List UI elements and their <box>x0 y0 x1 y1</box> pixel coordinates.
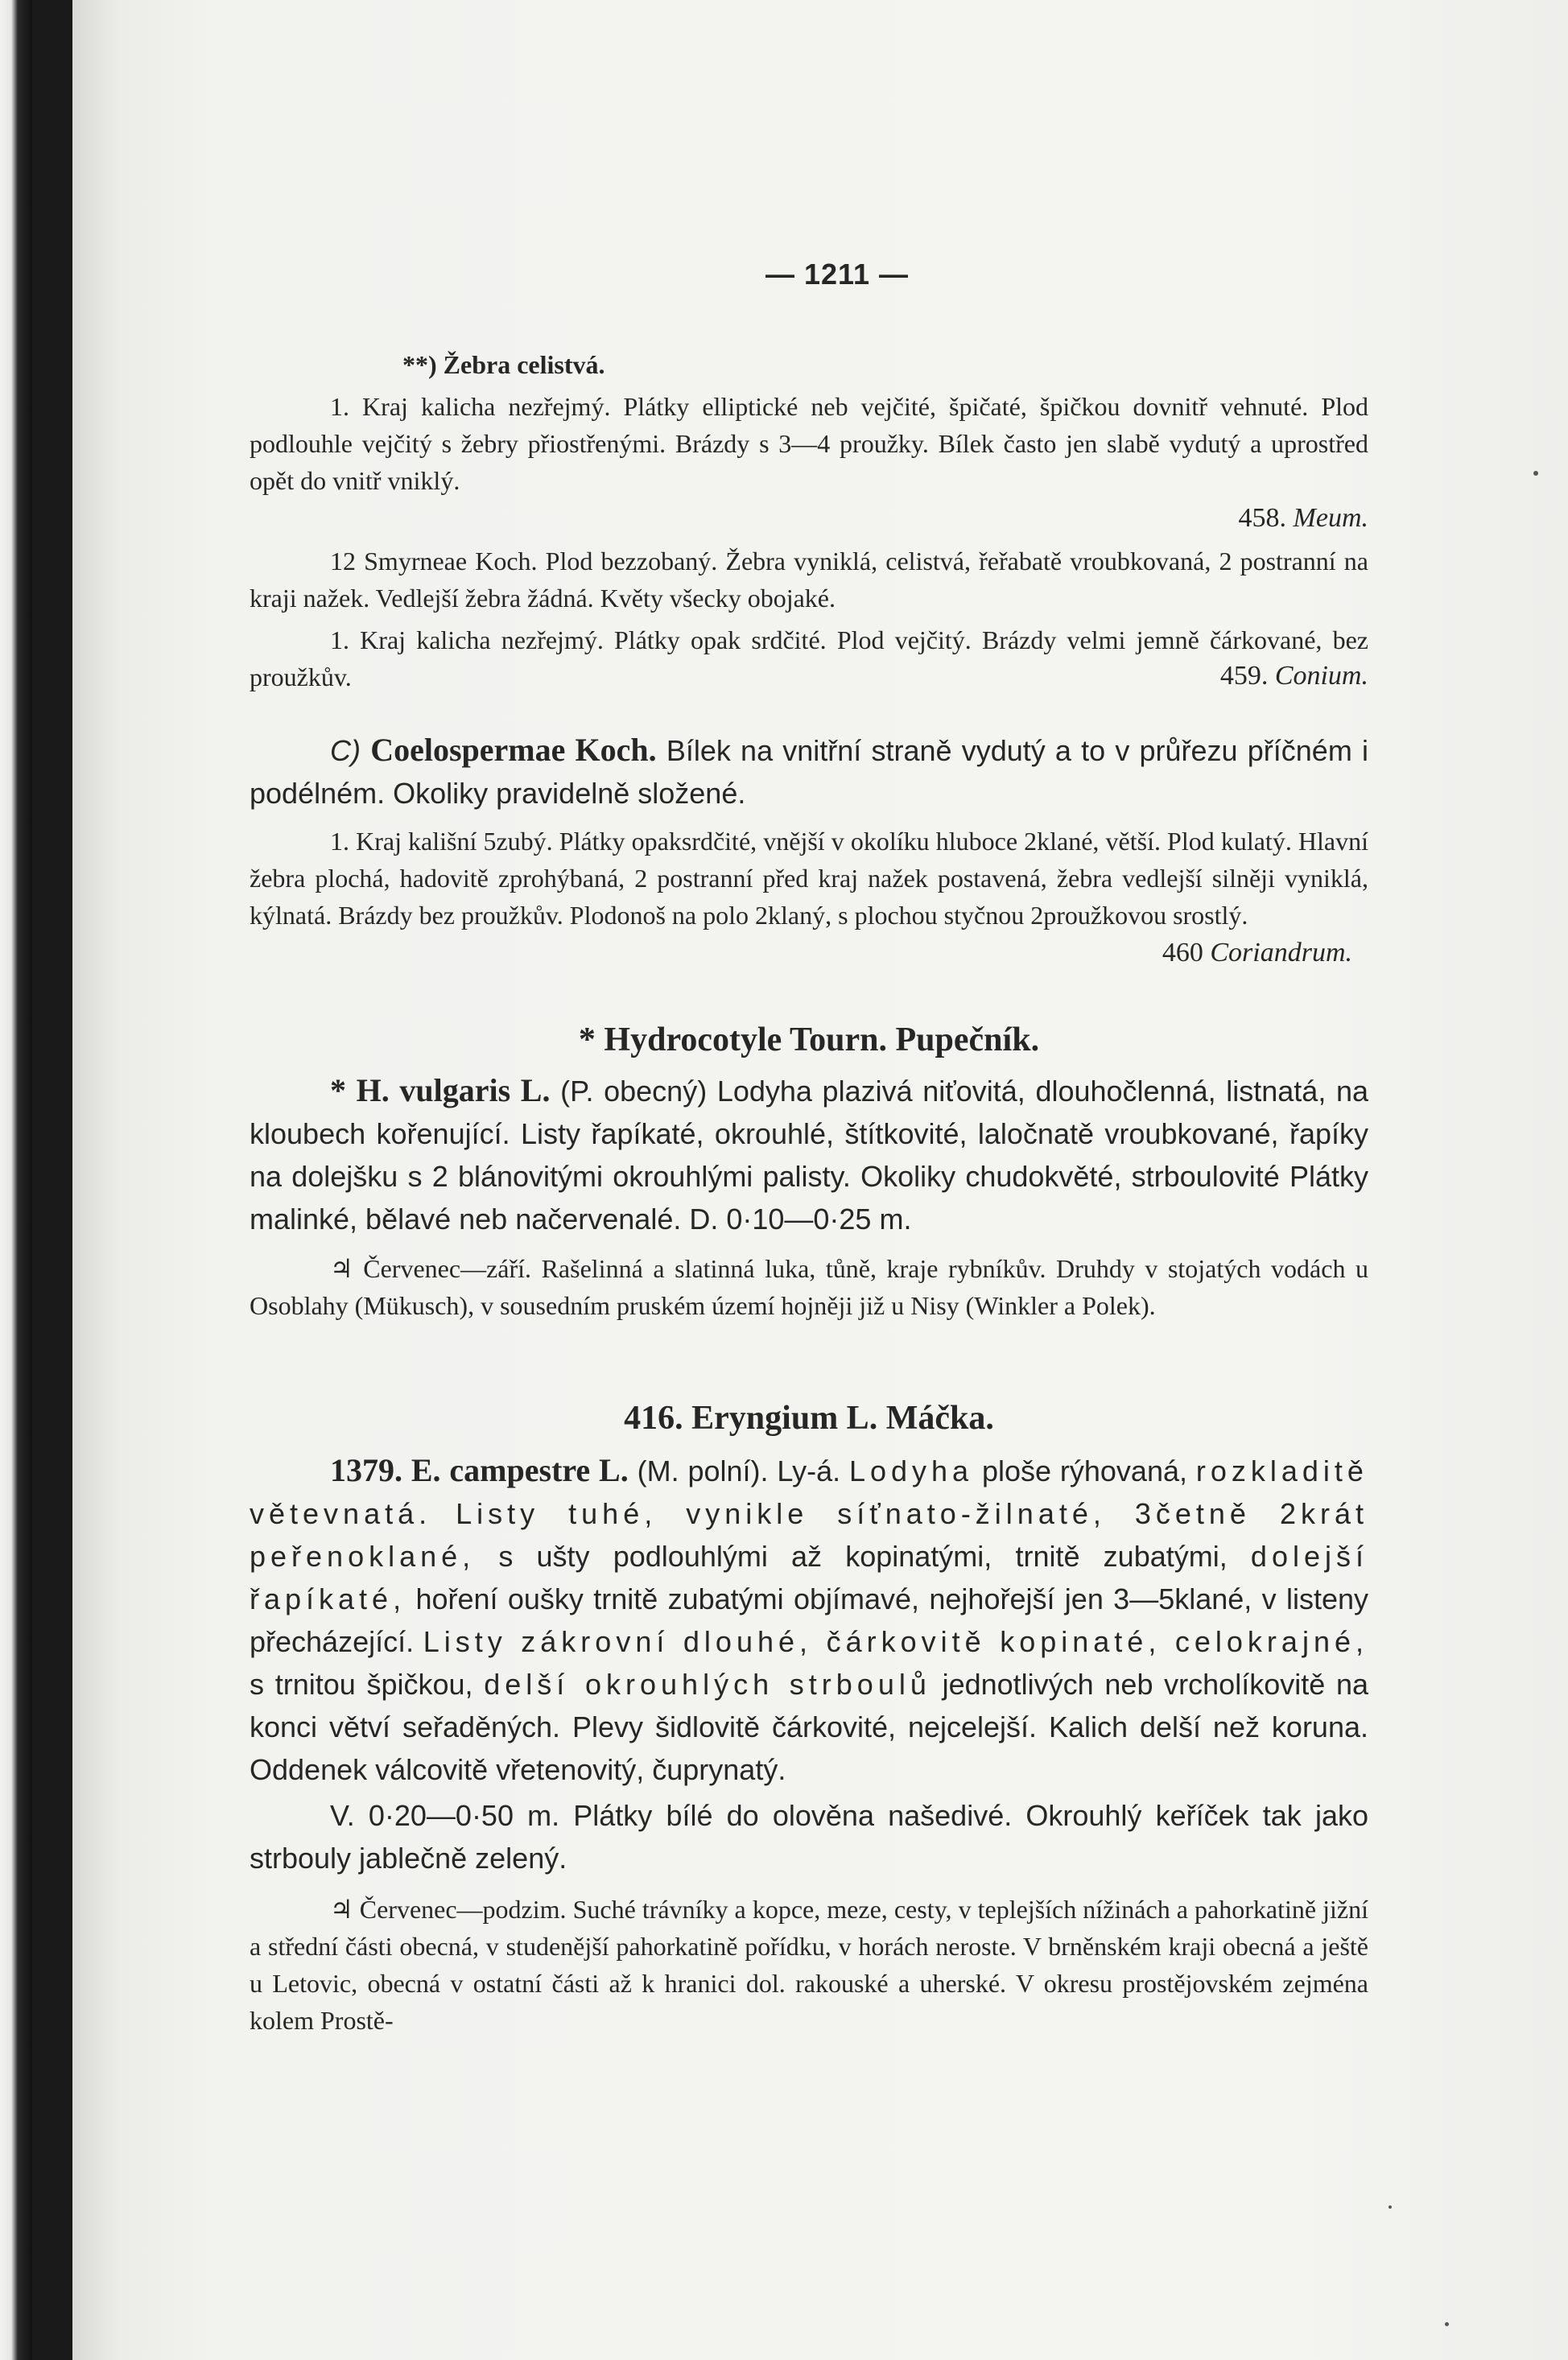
desc-stem-label: Lodyha <box>848 1454 974 1487</box>
page-number: — 1211 — <box>765 258 910 291</box>
desc-stem-grooved: ploše rýhovaná, <box>981 1454 1187 1487</box>
heading-eryngium: 416. Eryngium L. Máčka. <box>624 1400 994 1437</box>
para-hydrocotyle-vulgaris <box>250 1069 1368 1240</box>
species-hydrocotyle-vulgaris: * H. vulgaris L. <box>330 1072 551 1108</box>
desc-longer-than-heads: delší okrouhlých strboulů <box>484 1668 931 1701</box>
scan-speck <box>1445 2322 1449 2326</box>
reference-conium-genus: Conium. <box>1274 661 1368 691</box>
para-coriandrum-description: 1. Kraj kališní 5zubý. Plátky opaksrdčité, vnější v okolíku hluboce 2klané, větší. Plod kulatý. Hlavní žebra plochá, hadovitě zprohýbaná, 2 postranní před kraj nažek postavená, žebra vedlejší silněji vyniklá, kýlnatá. Brázdy bez proužkův. Plodonoš na polo 2klaný, s plochou styčnou 2proužkovou srostlý. <box>250 827 1368 930</box>
reference-conium-number: 459. <box>1219 661 1269 691</box>
para-eryngium-campestre <box>250 1449 1368 1791</box>
para-hydrocotyle-habitat: ♃ Červenec—září. Rašelinná a slatinná luka, tůně, kraje rybníkův. Druhdy v stojatých vodách u Osoblahy (Mükusch), v sousedním pruském území hojněji již u Nisy (Winkler a Polek). <box>250 1254 1368 1320</box>
reference-coriandrum-number: 460 <box>1162 938 1203 968</box>
hydrocotyle-description: (P. obecný) Lodyha plazivá niťovitá, dlouhočlenná, listnatá, na kloubech kořenující. Listy řapíkaté, okrouhlé, štítkovité, laločnatě vroubkované, řapíky na dolejšku s 2 blánovitými okrouhlými palisty. Okoliky chudokvěté, strboulovité Plátky malinké, bělavé neb načervenalé. D. 0·10—0·25 m. <box>250 1075 1369 1236</box>
desc-heads-arrangement: jednotlivých neb vrcholíkovitě na konci větví seřaděných. Plevy šidlovitě čárkovité, nejcelejší. Kalich delší než koruna. Oddenek válcovitě vřetenovitý, čuprynatý. <box>250 1668 1368 1786</box>
reference-conium <box>250 657 1368 695</box>
para-eryngium-habitat: ♃ Červenec—podzim. Suché trávníky a kopce, meze, cesty, v teplejších nížinách a pahorkatině jižní a střední části obecná, v studenější pahorkatině pořídku, v horách neroste. V brněnském kraji obecná a ještě u Letovic, obecná v ostatní části až k hranici dol. rakouské a uherské. V okresu prostějovském zejména kolem Prostě- <box>250 1895 1368 2035</box>
scan-speck <box>1533 471 1538 476</box>
desc-upper-leaves: hoření oušky trnitě zubatými objímavé, nejhořejší jen 3—5klané, v listeny přecházející. <box>250 1582 1368 1658</box>
desc-leaves: Listy tuhé, vynikle síťnato-žilnaté, 3četně 2krát peřenoklané, <box>250 1497 1368 1573</box>
scan-speck <box>1389 2205 1392 2209</box>
desc-stem-branching: rozkladitě větevnatá. <box>250 1454 1368 1530</box>
coelospermae-intro-text: Bílek na vnitřní straně vydutý a to v průřezu příčném i podélném. Okoliky pravidelně složené. <box>250 734 1368 810</box>
species-eryngium-campestre: E. campestre L. <box>411 1452 629 1488</box>
coelospermae-name: Coelospermae Koch. <box>370 732 657 768</box>
para-meum-description: 1. Kraj kalicha nezřejmý. Plátky elliptické neb vejčité, špičaté, špičkou dovnitř vehnuté. Plod podlouhle vejčitý s žebry přiostřenými. Brázdy s 3—4 proužky. Bílek často jen slabě vydutý a uprostřed opět do vnitř vniklý. <box>250 392 1368 495</box>
para-conium-description: 1. Kraj kalicha nezřejmý. Plátky opak srdčité. Plod vejčitý. Brázdy velmi jemně čárkované, bez proužkův. <box>250 625 1368 691</box>
book-page <box>72 0 1568 2360</box>
species-number: 1379. <box>330 1452 402 1488</box>
reference-coriandrum-genus: Coriandrum. <box>1210 938 1352 968</box>
section-ribs-entire <box>250 346 1368 695</box>
section-coelospermae <box>250 728 1368 972</box>
para-smyrneae: 12 Smyrneae Koch. Plod bezzobaný. Žebra vyniklá, celistvá, řeřabatě vroubkovaná, 2 postranní na kraji nažek. Vedlejší žebra žádná. Květy všecky obojaké. <box>250 547 1368 613</box>
coelospermae-letter: C) <box>330 734 361 767</box>
desc-spiny-tip: s trnitou špičkou, <box>250 1668 473 1701</box>
book-binding-edge <box>0 0 32 2360</box>
para-coelospermae-intro <box>250 728 1368 815</box>
reference-meum <box>250 499 1368 538</box>
reference-meum-number: 458. <box>1238 503 1287 533</box>
section-hydrocotyle <box>250 1016 1368 1324</box>
reference-meum-genus: Meum. <box>1293 503 1368 533</box>
species-common-name: (M. polní). Ly-á. <box>637 1454 841 1487</box>
desc-lower-leaves: dolejší řapíkaté, <box>250 1540 1368 1615</box>
section-eryngium <box>250 1394 1368 2039</box>
heading-hydrocotyle: * Hydrocotyle Tourn. Pupečník. <box>578 1021 1040 1058</box>
desc-involucral-bracts: Listy zákrovní dlouhé, čárkovitě kopinaté, celokrajné, <box>423 1625 1368 1658</box>
para-eryngium-size: V. 0·20—0·50 m. Plátky bílé do olověna našedivé. Okrouhlý keříček tak jako strbouly jablečně zelený. <box>250 1799 1368 1875</box>
desc-leaf-lobes: s ušty podlouhlými až kopinatými, trnitě zubatými, <box>498 1540 1228 1573</box>
subheading-ribs <box>250 346 1368 383</box>
subheading-ribs-text: **) Žebra celistvá. <box>402 350 605 379</box>
reference-coriandrum <box>250 934 1368 972</box>
